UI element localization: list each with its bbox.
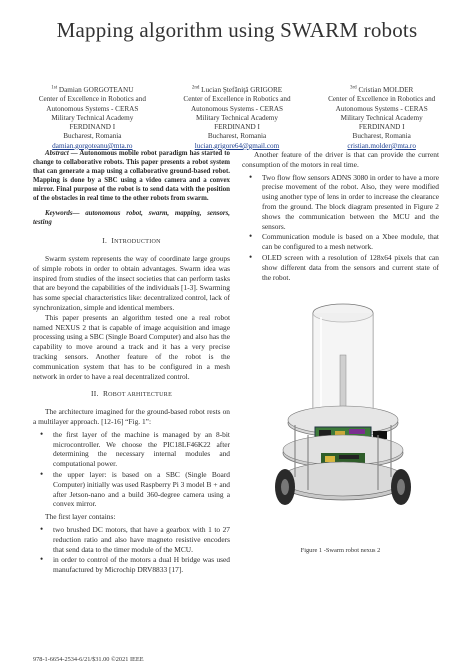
author-email[interactable]: lucian.grigore64@gmail.com xyxy=(194,141,280,150)
list-item: • the first layer of the machine is managed by an 8-bit microcontroller. We choose the PIC18LF46K22 after determining the necessary internal modules and computational power. xyxy=(53,430,230,469)
author-name: Cristian MOLDER xyxy=(358,86,414,94)
author-affiliation: Military Technical Academy xyxy=(196,113,278,122)
author-affiliation: Bucharest, Romania xyxy=(207,132,267,141)
section-title-initial: I xyxy=(111,236,115,246)
list-item: • in order to control of the motors a dual H bridge was used manufactured by Microchip DRV8833 [17]. xyxy=(53,555,230,575)
author-affiliation: Autonomous Systems - CERAS xyxy=(190,104,284,113)
keywords: Keywords— autonomous robot, swarm, mapping, sensors, testing xyxy=(33,210,230,227)
abstract xyxy=(33,150,230,203)
copyright-footer: 978-1-6654-2534-6/21/$31.00 ©2021 IEEE xyxy=(33,656,144,663)
arch-paragraph: The architecture imagined for the ground-based robot rests on a multilayer approach. [12-16] “Fig. 1”: xyxy=(33,407,230,426)
section-number: II. xyxy=(90,389,99,399)
author-ordinal: 1st xyxy=(51,85,58,91)
author-ordinal: 3rd xyxy=(349,85,357,91)
robot-figure xyxy=(263,295,423,535)
list-item: • two brushed DC motors, that have a gearbox with 1 to 27 reduction ratio and also have magneto resistive encoders that send data to the timer module of the MCU. xyxy=(53,525,230,554)
abstract-lead: Abstract xyxy=(45,150,69,157)
author-affiliation: Center of Excellence in Robotics and xyxy=(183,95,291,104)
author-affiliation: Military Technical Academy xyxy=(340,113,423,122)
sensor-bullet-list xyxy=(242,173,439,283)
author-affiliation: FERDINAND I xyxy=(69,123,116,132)
author-2 xyxy=(165,86,310,151)
arch-paragraph: The first layer contains: xyxy=(45,512,116,522)
list-item: • Two flow flow sensors ADNS 3080 in order to have a more precise movement of the robot. Also, they were modified using another type of lens in order to increase the clearance from the ground. The block diagram presented in Figure 2 shows the communication between the MCU and the sensors. xyxy=(262,173,439,232)
section-number: I. xyxy=(102,236,108,246)
author-affiliation: Bucharest, Romania xyxy=(63,132,122,141)
section-title-initial: R xyxy=(102,389,109,399)
section-title-rest: OBOT ARHITECTURE xyxy=(108,392,173,399)
left-column xyxy=(33,150,230,578)
author-ordinal: 2nd xyxy=(191,85,200,91)
section-heading-architecture xyxy=(33,389,230,401)
author-1 xyxy=(20,86,165,151)
list-item: • Communication module is based on a Xbee module, that can be configured to a mesh network. xyxy=(262,232,439,252)
author-affiliation: Autonomous Systems - CERAS xyxy=(335,104,428,113)
section-heading-introduction xyxy=(33,236,230,248)
abstract-text: — Autonomous mobile robot paradigm has started to change to collaborative robots. This paper presents a robot system that can generate a map using a collaborative ground-based robot. Mapping is done by a SBC using a video camera and a convex mirror. Final purpose of the robot is to send data with the position of the obstacles in real time to the other robots from swarm. xyxy=(33,150,230,202)
base-chassis xyxy=(281,462,405,500)
author-name: Lucian Ştefăniţă GRIGORE xyxy=(201,86,283,94)
author-affiliation: Bucharest, Romania xyxy=(352,132,411,141)
paper-title: Mapping algorithm using SWARM robots xyxy=(56,18,418,42)
author-3 xyxy=(309,86,454,151)
section-title-rest: NTRODUCTION xyxy=(114,239,161,246)
author-affiliation: Autonomous Systems - CERAS xyxy=(46,104,139,113)
author-name: Damian GORGOTEANU xyxy=(58,86,134,94)
intro-paragraph: This paper presents an algorithm tested one a real robot named NEXUS 2 that is capable of image acquisition and image processing using a SBC (Single Board Computer) and also has the capability to move around a track and it has a very precise tracking sensors. Another feature of the robot is the communication system that has to be configured in a mesh network in order to have a real decentralized control. xyxy=(33,312,230,381)
author-email[interactable]: cristian.molder@mta.ro xyxy=(347,141,416,150)
author-block xyxy=(20,86,454,151)
list-item: • OLED screen with a resolution of 128x64 pixels that can show different data from the sensors and current state of the robot. xyxy=(262,253,439,282)
author-affiliation: FERDINAND I xyxy=(358,123,405,132)
figure-caption: Figure 1 -Swarm robot nexus 2 xyxy=(300,547,381,554)
list-item: • the upper layer: is based on a SBC (Single Board Computer) initially was used Raspberry Pi 3 model B + and after Jetson-nano and a build 360-degree camera using a convex mirror. xyxy=(53,470,230,509)
first-layer-list xyxy=(33,525,230,575)
arch-bullet-list xyxy=(33,430,230,509)
author-affiliation: Center of Excellence in Robotics and xyxy=(38,95,146,104)
right-column xyxy=(242,150,439,285)
author-affiliation: Center of Excellence in Robotics and xyxy=(328,95,436,104)
intro-paragraph: Swarm system represents the way of coordinate large groups of simple robots in order to obtain advantages. Swarm idea was inspired from studies of the insect societies that can perform tasks that are beyond the capabilities of the individuals [1-3]. Swarming has some special characteristics like: decentralized control, lack of synchronization, simple and identical members. xyxy=(33,254,230,313)
author-affiliation: FERDINAND I xyxy=(214,123,260,132)
author-affiliation: Military Technical Academy xyxy=(51,113,134,122)
right-paragraph: Another feature of the driver is that can provide the current consumption of the motors in real time. xyxy=(242,150,439,169)
author-email[interactable]: damian.gorgoteanu@mta.ro xyxy=(52,141,133,150)
